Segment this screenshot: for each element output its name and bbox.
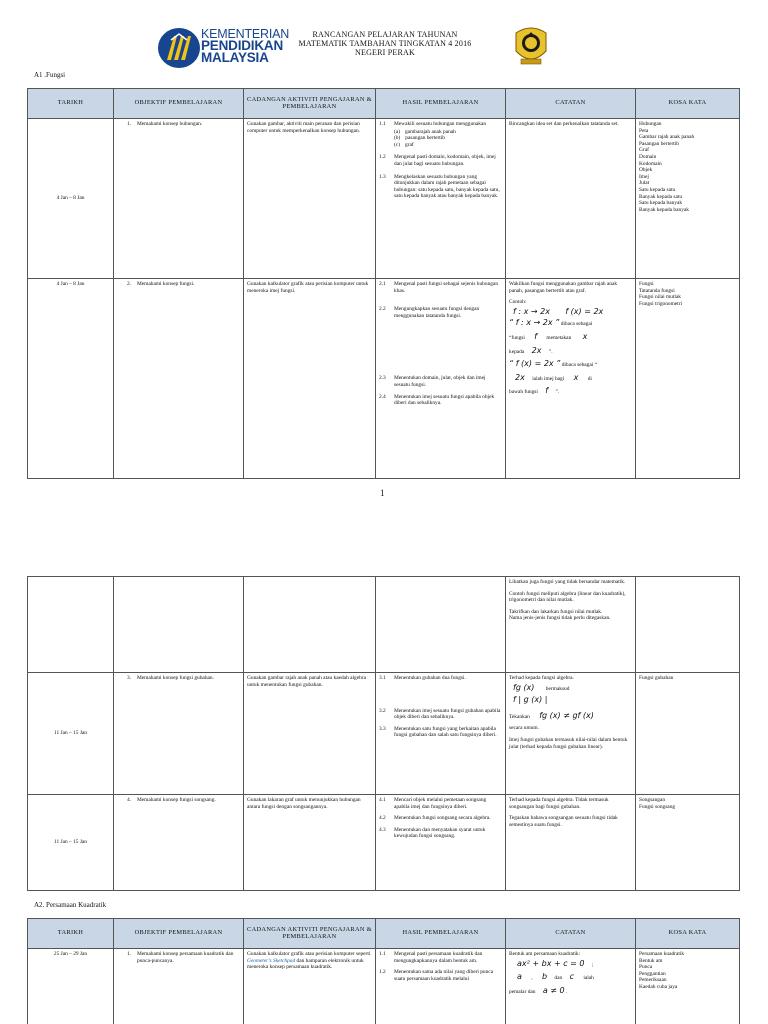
catatan-text: Tegaskan bahawa songsangan sesuatu fungsi tidak semestinya suatu fungsi. bbox=[509, 815, 618, 828]
math-expression: “ f (x) = 2x ” bbox=[509, 359, 561, 369]
math-line: a , b dan c ialah bbox=[517, 972, 594, 982]
hasil-text: Menentukan sama ada nilai yang diberi punca suatu persamaan kuadratik melalui bbox=[394, 969, 494, 982]
kosa-item: Graf bbox=[639, 147, 649, 154]
cell-aktiviti: Gunakan lakaran graf untuk menunjukkan hubungan antara fungsi dengan songsangannya. bbox=[244, 795, 376, 891]
cell-hasil bbox=[376, 119, 506, 279]
hasil-text: Mengenal pasti fungsi sebagai sejenis hubungan khas. bbox=[394, 281, 499, 294]
hasil-text: Mengkelaskan sesuatu hubungan yang ditunjukkan dalam rajah pemetaan sebagai hubungan: satu kepada satu, banyak kepada satu, satu kepada banyak atau banyak kepada banyak. bbox=[394, 173, 500, 200]
logo-line-1: KEMENTERIAN bbox=[201, 27, 290, 41]
math-expression: 2x bbox=[531, 345, 542, 355]
aktiviti-text: Gunakan kalkulator grafik atau perisian komputer seperti bbox=[247, 951, 371, 957]
math-expression: ax² + bx + c = 0 bbox=[517, 958, 585, 968]
hasil-text: Mewakili sesuatu hubungan menggunakan bbox=[394, 121, 487, 127]
cell-aktiviti bbox=[244, 949, 376, 1024]
catatan-text: secara umum. bbox=[509, 725, 539, 732]
hasil-number: 4.1 bbox=[379, 797, 386, 803]
hasil-item bbox=[379, 969, 502, 982]
cell-aktiviti bbox=[244, 577, 376, 673]
cell-tarikh: 11 Jan – 15 Jan bbox=[28, 673, 114, 795]
objective-text: Memahami konsep fungsi songsang. bbox=[137, 797, 216, 803]
col-header-objektif: OBJEKTIF PEMBELAJARAN bbox=[114, 919, 244, 949]
kosa-item: Songsangan bbox=[639, 797, 666, 803]
section-a2-label: A2. Persamaan Kuadratik bbox=[34, 901, 107, 909]
catatan-text: Contoh fungsi meliputi algebra (linear dan kuadratik), trigonometri dan nilai mutlak. bbox=[509, 590, 626, 604]
cell-tarikh: 25 Jan – 29 Jan bbox=[28, 949, 114, 1024]
hasil-text: Mengenal pasti persamaan kuadratik dan mengungkapkannya dalam bentuk am. bbox=[394, 951, 483, 964]
kosa-item: Satu kepada banyak bbox=[639, 200, 683, 207]
table-row bbox=[28, 279, 740, 479]
kpm-logo bbox=[157, 26, 290, 70]
objective-number: 2. bbox=[126, 281, 131, 287]
cell-catatan bbox=[506, 673, 636, 795]
math-line bbox=[517, 958, 632, 969]
cell-aktiviti: Gunakan gambar rajah anak panah atau kaedah algebra untuk menentukan fungsi gubahan. bbox=[244, 673, 376, 795]
catatan-text: ialah bbox=[583, 975, 594, 982]
math-line bbox=[509, 388, 632, 396]
objective-number: 1. bbox=[126, 121, 131, 127]
catatan-text: Wakilkan fungsi menggunakan gambar rajah anak panah, pasangan bertertib atau graf. bbox=[509, 281, 618, 294]
math-expression: a bbox=[517, 972, 522, 982]
math-line bbox=[509, 320, 632, 328]
section-a1-label: A1 .Fungsi bbox=[34, 71, 66, 79]
hasil-item bbox=[379, 797, 502, 810]
col-header-tarikh: TARIKH bbox=[28, 919, 114, 949]
sub-text: graf bbox=[404, 141, 414, 148]
kosa-item: Fungsi gubahan bbox=[639, 675, 674, 681]
catatan-text: di bbox=[587, 375, 592, 382]
hasil-text: Menentukan domain, julat, objek dan imej sesuatu fungsi. bbox=[394, 375, 486, 388]
kosa-item: Fungsi trigonometri bbox=[639, 300, 682, 307]
hasil-text: Menentukan satu fungsi yang berkaitan apabila fungsi gubahan dan salah satu fungsinya diberi. bbox=[394, 725, 497, 739]
objective-number: 4. bbox=[126, 797, 131, 803]
hasil-item bbox=[379, 827, 502, 840]
math-expression: f (x) = 2x bbox=[565, 306, 604, 316]
page-header bbox=[0, 22, 768, 72]
kosa-item: Tatatanda fungsi bbox=[639, 287, 675, 294]
hasil-number: 4.3 bbox=[379, 826, 386, 833]
objective-text: Memahami konsep fungsi gubahan. bbox=[137, 675, 214, 681]
title-line-3: NEGERI PERAK bbox=[355, 48, 415, 57]
catatan-text: “fungsi bbox=[509, 334, 525, 341]
cell-kosa bbox=[636, 279, 740, 479]
hasil-item bbox=[379, 375, 502, 388]
kosa-item: Persamaan kuadratik bbox=[639, 951, 685, 957]
cell-tarikh bbox=[28, 577, 114, 673]
kosa-item: Fungsi songsang bbox=[639, 803, 676, 810]
objective-text: Memahami konsep persamaan kuadratik dan punca-puncanya. bbox=[137, 951, 234, 964]
hasil-item bbox=[379, 675, 502, 682]
catatan-text: memetakan bbox=[546, 334, 572, 341]
kosa-item: Punca bbox=[639, 964, 653, 971]
cell-catatan bbox=[506, 279, 636, 479]
math-line bbox=[509, 372, 632, 383]
kosa-item: Peta bbox=[639, 127, 649, 134]
cell-kosa bbox=[636, 673, 740, 795]
cell-objektif bbox=[114, 119, 244, 279]
hasil-text: Menentukan gubahan dua fungsi. bbox=[394, 675, 466, 681]
kpm-emblem-icon bbox=[157, 26, 201, 70]
hasil-item bbox=[379, 951, 502, 964]
sub-text: gambarajah anak panah bbox=[404, 128, 456, 135]
objective-number: 1. bbox=[126, 951, 131, 957]
kosa-item: Objek bbox=[639, 167, 653, 174]
catatan-text: ialah imej bagi bbox=[532, 375, 565, 382]
cell-objektif bbox=[114, 577, 244, 673]
hasil-text: Menentukan dan menyatakan syarat untuk kewujudan fungsi songsang. bbox=[394, 826, 486, 840]
kosa-item: Penggantian bbox=[639, 970, 666, 977]
kosa-item: Banyak kepada banyak bbox=[639, 206, 689, 213]
math-line bbox=[513, 682, 632, 693]
cell-hasil bbox=[376, 673, 506, 795]
col-header-aktiviti: CADANGAN AKTIVITI PENGAJARAN & PEMBELAJARAN bbox=[244, 919, 376, 949]
math-expression: f bbox=[545, 386, 549, 396]
kosa-item: Fungsi nilai mutlak bbox=[639, 294, 681, 301]
cell-hasil bbox=[376, 949, 506, 1024]
sub-key: (c) bbox=[394, 141, 400, 148]
kpm-logo-text bbox=[201, 28, 289, 64]
math-expression: 2x bbox=[515, 372, 525, 382]
hasil-item bbox=[379, 281, 502, 294]
math-expression: a ≠ 0 bbox=[542, 985, 565, 995]
math-line bbox=[509, 710, 632, 721]
table-a1 bbox=[27, 88, 740, 479]
math-expression: “ f : x → 2x ” bbox=[509, 318, 560, 328]
table-row bbox=[28, 949, 740, 1024]
table-header-row bbox=[28, 919, 740, 949]
col-header-catatan: CATATAN bbox=[506, 89, 636, 119]
kosa-item: Julat bbox=[639, 180, 650, 187]
hasil-item bbox=[379, 708, 502, 721]
page-number: 1 bbox=[380, 488, 385, 498]
aktiviti-text: dan hamparan elektronik untuk meneroka konsep persamaan kuadratik. bbox=[247, 957, 364, 971]
math-line bbox=[509, 345, 632, 356]
col-header-catatan: CATATAN bbox=[506, 919, 636, 949]
hasil-number: 1.1 bbox=[379, 121, 386, 127]
logo-line-3: MALAYSIA bbox=[201, 50, 269, 65]
math-expression: f | g (x) | bbox=[513, 695, 548, 705]
hasil-text: Mengungkapkan sesuatu fungsi dengan menggunakan tatatanda fungsi. bbox=[394, 306, 480, 319]
math-line bbox=[513, 306, 632, 317]
catatan-text: Libatkan juga fungsi yang tidak bersandar matematik. bbox=[509, 579, 626, 585]
cell-catatan bbox=[506, 577, 636, 673]
table-a1-continued bbox=[27, 576, 740, 891]
hasil-item bbox=[379, 394, 502, 407]
table-row bbox=[28, 119, 740, 279]
math-expression: fg (x) bbox=[513, 682, 535, 692]
catatan-text: Imej fungsi gubahan termasuk nilai-nilai dalam bentuk julat (terhad kepada fungsi gubahan linear). bbox=[509, 736, 628, 750]
hasil-text: Mencari objek melalui pemetaan songsang apabila imej dan fungsinya diberi. bbox=[394, 797, 487, 810]
objective-text: Memahami konsep hubungan. bbox=[137, 121, 203, 127]
cell-tarikh: 4 Jan – 8 Jan bbox=[28, 119, 114, 279]
hasil-text: Menentukan imej sesuatu fungsi apabila objek diberi dan sebaliknya. bbox=[394, 393, 495, 407]
math-expression: f : x → 2x bbox=[513, 306, 550, 316]
kosa-item: Gambar rajah anak panah bbox=[639, 134, 695, 141]
hasil-sub-list bbox=[394, 129, 486, 149]
math-line bbox=[513, 697, 632, 705]
math-expression: x bbox=[582, 331, 588, 341]
math-expression: f bbox=[534, 331, 538, 341]
math-line bbox=[509, 331, 632, 342]
cell-hasil bbox=[376, 577, 506, 673]
table-header-row bbox=[28, 89, 740, 119]
catatan-text: kepada bbox=[509, 348, 525, 355]
kosa-item: Fungsi bbox=[639, 281, 654, 287]
cell-aktiviti: Gunakan gambar, aktiviti main peranan dan perisian computer untuk memperkenalkan konsep hubungan. bbox=[244, 119, 376, 279]
hasil-number: 3.2 bbox=[379, 707, 386, 714]
math-expression: b bbox=[541, 972, 548, 982]
hasil-number: 2.4 bbox=[379, 393, 386, 400]
hasil-number: 1.2 bbox=[379, 969, 386, 976]
table-row bbox=[28, 577, 740, 673]
kosa-item: Bentuk am bbox=[639, 957, 663, 964]
cell-objektif bbox=[114, 279, 244, 479]
col-header-hasil: HASIL PEMBELAJARAN bbox=[376, 919, 506, 949]
kosa-item: Imej bbox=[639, 173, 649, 180]
software-name: Geometer’s Sketchpad bbox=[247, 957, 296, 964]
hasil-text: Menentukan imej sesuatu fungsi gubahan apabila objek diberi dan sebaliknya. bbox=[394, 707, 501, 721]
cell-objektif bbox=[114, 673, 244, 795]
cell-kosa bbox=[636, 119, 740, 279]
hasil-number: 2.3 bbox=[379, 375, 386, 382]
hasil-item bbox=[379, 174, 502, 200]
cell-catatan bbox=[506, 795, 636, 891]
math-line bbox=[509, 985, 632, 996]
hasil-number: 3.1 bbox=[379, 675, 386, 681]
catatan-text: bermaksud bbox=[545, 685, 570, 692]
kosa-item: Pasangan bertertib bbox=[639, 140, 679, 147]
kosa-item: Pemeriksaan bbox=[639, 977, 667, 984]
catatan-text: Terhad kepada fungsi algebra. Tidak termasuk songsangan bagi fungsi gubahan. bbox=[509, 797, 609, 810]
catatan-text: ; bbox=[591, 961, 594, 968]
cell-tarikh: 4 Jan – 8 Jan bbox=[28, 279, 114, 479]
catatan-text: Bentuk am persamaan kuadratik: bbox=[509, 951, 581, 957]
hasil-item bbox=[379, 154, 502, 167]
col-header-kosa: KOSA KATA bbox=[636, 919, 740, 949]
hasil-text: Mengenal pasti domain, kodomain, objek, imej dan julat bagi sesuatu hubungan. bbox=[394, 154, 496, 167]
kosa-item: Banyak kepada satu bbox=[639, 193, 683, 200]
cell-kosa bbox=[636, 949, 740, 1024]
kosa-item: Hubungan bbox=[639, 121, 662, 127]
catatan-text: . bbox=[566, 988, 568, 995]
sub-key: (b) bbox=[394, 135, 401, 142]
catatan-text: dibaca sebagai bbox=[560, 321, 593, 328]
cell-catatan bbox=[506, 949, 636, 1024]
hasil-text: Menentukan fungsi songsang secara algebra. bbox=[394, 815, 491, 822]
hasil-number: 2.2 bbox=[379, 306, 386, 313]
kosa-item: Satu kepada satu bbox=[639, 186, 676, 193]
cell-kosa bbox=[636, 795, 740, 891]
kosa-item: Kaedah cuba jaya bbox=[639, 983, 678, 990]
sub-key: (a) bbox=[394, 128, 400, 135]
hasil-number: 1.1 bbox=[379, 951, 386, 957]
hasil-number: 2.1 bbox=[379, 281, 386, 287]
cell-hasil bbox=[376, 795, 506, 891]
kosa-item: Domain bbox=[639, 153, 657, 160]
col-header-hasil: HASIL PEMBELAJARAN bbox=[376, 89, 506, 119]
catatan-text: ”. bbox=[555, 389, 560, 396]
catatan-text: bawah fungsi bbox=[509, 389, 538, 396]
hasil-item bbox=[379, 815, 502, 822]
catatan-text: Takrifkan dan lakarkan fungsi nilai mutlak. bbox=[509, 608, 603, 615]
objective-text: Memahami konsep fungsi. bbox=[137, 281, 195, 287]
catatan-text: Terhad kepada fungsi algebra. bbox=[509, 675, 574, 681]
hasil-number: 1.2 bbox=[379, 154, 386, 161]
logo-line-2: PENDIDIKAN bbox=[201, 38, 284, 53]
catatan-text: pemalar dan bbox=[509, 988, 536, 995]
catatan-text: Nama jenis-jenis fungsi tidak perlu ditegaskan. bbox=[509, 615, 611, 622]
cell-catatan: Bincangkan idea set dan perkenalkan tatatanda set. bbox=[506, 119, 636, 279]
cell-kosa bbox=[636, 577, 740, 673]
math-line bbox=[509, 361, 632, 369]
col-header-kosa: KOSA KATA bbox=[636, 89, 740, 119]
cell-tarikh: 11 Jan – 15 Jan bbox=[28, 795, 114, 891]
cell-objektif bbox=[114, 949, 244, 1024]
hasil-number: 1.3 bbox=[379, 173, 386, 180]
title-line-1: RANCANGAN PELAJARAN TAHUNAN bbox=[312, 30, 458, 39]
table-row bbox=[28, 795, 740, 891]
document-title bbox=[285, 30, 485, 57]
col-header-tarikh: TARIKH bbox=[28, 89, 114, 119]
catatan-text: dibaca sebagai “ bbox=[561, 362, 598, 369]
hasil-item bbox=[379, 726, 502, 739]
col-header-aktiviti: CADANGAN AKTIVITI PENGAJARAN & PEMBELAJARAN bbox=[244, 89, 376, 119]
hasil-number: 3.3 bbox=[379, 725, 386, 732]
math-expression: x bbox=[573, 372, 579, 382]
cell-hasil bbox=[376, 279, 506, 479]
table-row bbox=[28, 673, 740, 795]
sub-text: pasangan bertertib bbox=[405, 135, 445, 142]
hasil-item bbox=[379, 306, 502, 319]
perak-crest-icon bbox=[512, 25, 550, 69]
title-line-2: MATEMATIK TAMBAHAN TINGKATAN 4 2016 bbox=[298, 39, 472, 48]
math-expression: c bbox=[569, 972, 574, 982]
catatan-text: ”. bbox=[548, 348, 553, 355]
math-expression: fg (x) ≠ gf (x) bbox=[539, 710, 594, 720]
cell-objektif bbox=[114, 795, 244, 891]
catatan-text: Contoh: bbox=[509, 299, 527, 306]
objective-number: 3. bbox=[126, 675, 131, 681]
cell-aktiviti: Gunakan kalkulator grafik atau perisian komputer untuk meneroka imej fungsi. bbox=[244, 279, 376, 479]
catatan-text: dan bbox=[554, 975, 563, 982]
table-a2 bbox=[27, 918, 740, 1024]
col-header-objektif: OBJEKTIF PEMBELAJARAN bbox=[114, 89, 244, 119]
kosa-item: Kodomain bbox=[639, 160, 662, 167]
hasil-number: 4.2 bbox=[379, 815, 386, 822]
catatan-text: Tekankan bbox=[509, 713, 530, 720]
hasil-item bbox=[379, 121, 502, 148]
